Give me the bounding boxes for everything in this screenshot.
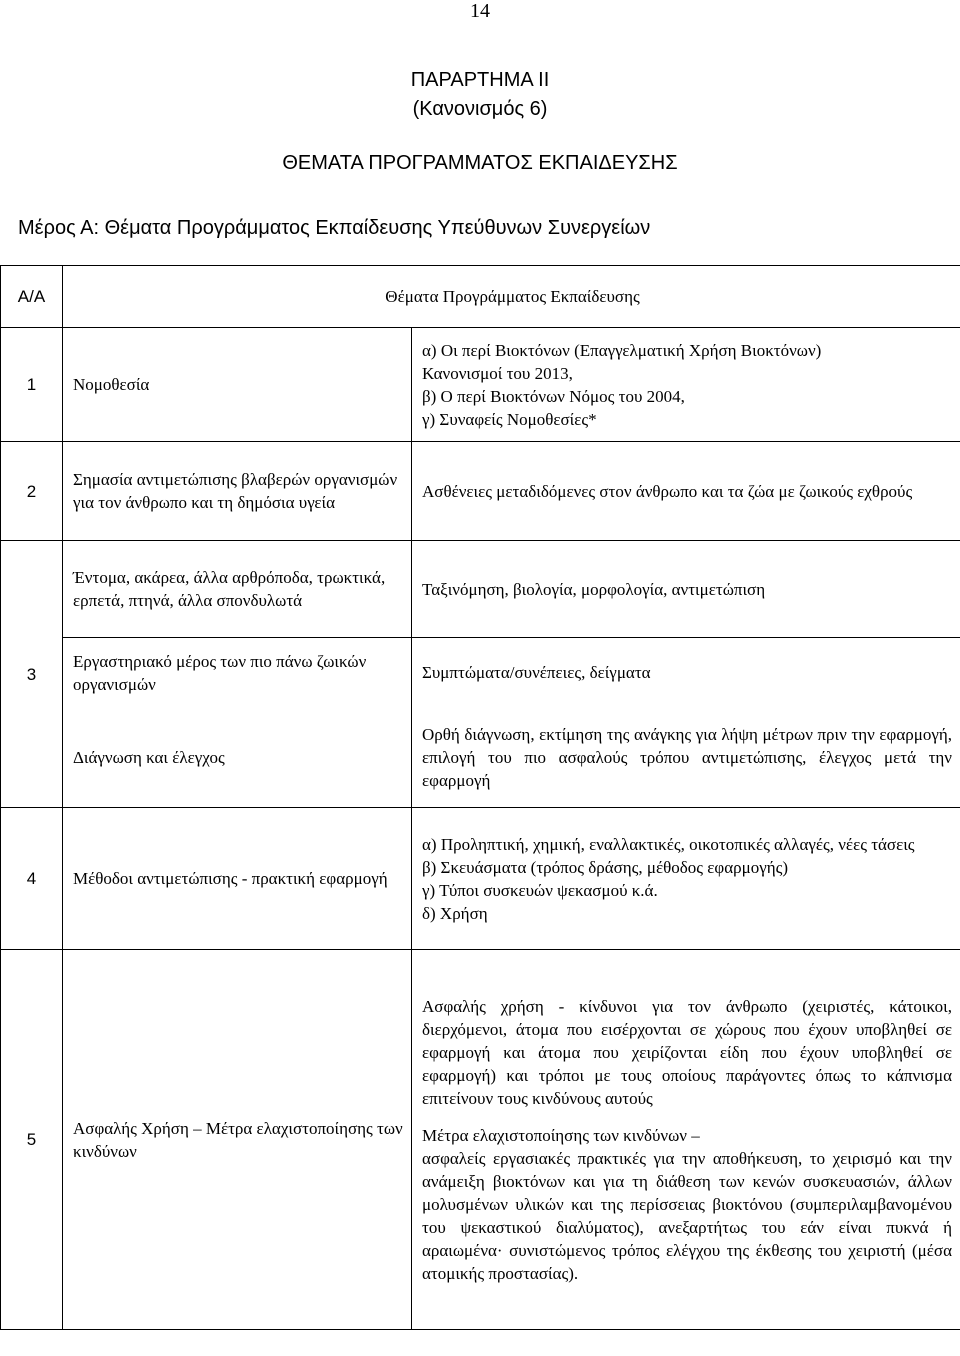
detail-line: γ) Συναφείς Νομοθεσίες* xyxy=(422,409,597,429)
table-row xyxy=(1,328,960,442)
header-topics: Θέματα Προγράμματος Εκπαίδευσης xyxy=(63,266,960,328)
risk-measures-text: ασφαλείς εργασιακές πρακτικές για την αποθήκευση, το χειρισμό και την ανάμειξη βιοκτόνων και για τη διάθεση των κενών συσκευασιών, άλλων μολυσμένων υλικών και της περίσσειας βιοκτόνου (συμπεριλαμβανομένου του ψεκαστικού διαλύματος), ανεξαρτήτως του εάν είναι πυκνά ή αραιωμένα· συνιστώμενος τρόπος ελέγχου της έκθεσης του χειριστή (μέσα ατομικής προστασίας). xyxy=(422,1148,952,1283)
row-details xyxy=(412,328,960,442)
part-title: Μέρος Α: Θέματα Προγράμματος Εκπαίδευσης Υπεύθυνων Συνεργείων xyxy=(18,217,651,239)
table-header-row xyxy=(1,266,960,328)
row-number: 2 xyxy=(1,442,63,541)
table-row xyxy=(1,708,960,808)
row-details: Συμπτώματα/συνέπειες, δείγματα xyxy=(412,638,960,708)
risk-measures-title: Μέτρα ελαχιστοποίησης των κινδύνων – xyxy=(422,1125,700,1145)
table-row xyxy=(1,541,960,638)
table-row xyxy=(1,808,960,950)
table-row xyxy=(1,442,960,541)
row-topic: Εργαστηριακό μέρος των πιο πάνω ζωικών οργανισμών xyxy=(63,638,412,708)
training-topics-table xyxy=(0,265,960,1330)
detail-line: δ) Χρήση xyxy=(422,903,488,923)
row-number: 4 xyxy=(1,808,63,950)
row-topic: Διάγνωση και έλεγχος xyxy=(63,708,412,808)
table-row xyxy=(1,638,960,708)
table-row xyxy=(1,950,960,1330)
row-topic: Μέθοδοι αντιμετώπισης - πρακτική εφαρμογή xyxy=(63,808,412,950)
annex-subtitle: (Κανονισμός 6) xyxy=(412,98,548,120)
annex-heading: ΘΕΜΑΤΑ ΠΡΟΓΡΑΜΜΑΤΟΣ ΕΚΠΑΙΔΕΥΣΗΣ xyxy=(282,152,678,174)
row-details: Ορθή διάγνωση, εκτίμηση της ανάγκης για λήψη μέτρων πριν την εφαρμογή, επιλογή του πιο ασφαλούς τρόπου αντιμετώπισης, έλεγχος μετά την εφαρμογή xyxy=(412,708,960,808)
row-topic: Έντομα, ακάρεα, άλλα αρθρόποδα, τρωκτικά, ερπετά, πτηνά, άλλα σπονδυλωτά xyxy=(63,541,412,638)
detail-line: γ) Τύποι συσκευών ψεκασμού κ.ά. xyxy=(422,880,658,900)
row-topic: Νομοθεσία xyxy=(63,328,412,442)
row-topic: Ασφαλής Χρήση – Μέτρα ελαχιστοποίησης των κινδύνων xyxy=(63,950,412,1330)
annex-title: ΠΑΡΑΡΤΗΜΑ ΙΙ xyxy=(410,69,550,91)
detail-line: Κανονισμοί του 2013, xyxy=(422,363,573,383)
header-number: Α/Α xyxy=(1,266,63,328)
row-details: Ταξινόμηση, βιολογία, μορφολογία, αντιμετώπιση xyxy=(412,541,960,638)
safe-use-text: Ασφαλής χρήση - κίνδυνοι για τον άνθρωπο (χειριστές, κάτοικοι, διερχόμενοι, άτομα που εισέρχονται σε χώρους που έχουν υποβληθεί σε εφαρμογή και άτομα που χειρίζονται είδη που έχουν υποβληθεί σε εφαρμογή) και τρόποι με τους οποίους παράγοντες όπως το κάπνισμα επιτείνουν τους κινδύνους αυτούς xyxy=(422,996,952,1108)
detail-line: α) Οι περί Βιοκτόνων (Επαγγελματική Χρήση Βιοκτόνων) xyxy=(422,340,822,360)
row-number: 1 xyxy=(1,328,63,442)
detail-line: β) Σκευάσματα (τρόπος δράσης, μέθοδος εφαρμογής) xyxy=(422,857,789,877)
row-details xyxy=(412,808,960,950)
row-topic: Σημασία αντιμετώπισης βλαβερών οργανισμών για τον άνθρωπο και τη δημόσια υγεία xyxy=(63,442,412,541)
row-number: 5 xyxy=(1,950,63,1330)
detail-line: β) Ο περί Βιοκτόνων Νόμος του 2004, xyxy=(422,386,685,406)
detail-line: α) Προληπτική, χημική, εναλλακτικές, οικοτοπικές αλλαγές, νέες τάσεις xyxy=(422,834,915,854)
row-details xyxy=(412,950,960,1330)
row-details: Ασθένειες μεταδιδόμενες στον άνθρωπο και τα ζώα με ζωικούς εχθρούς xyxy=(412,442,960,541)
row-number: 3 xyxy=(1,541,63,808)
page-number: 14 xyxy=(470,0,490,22)
